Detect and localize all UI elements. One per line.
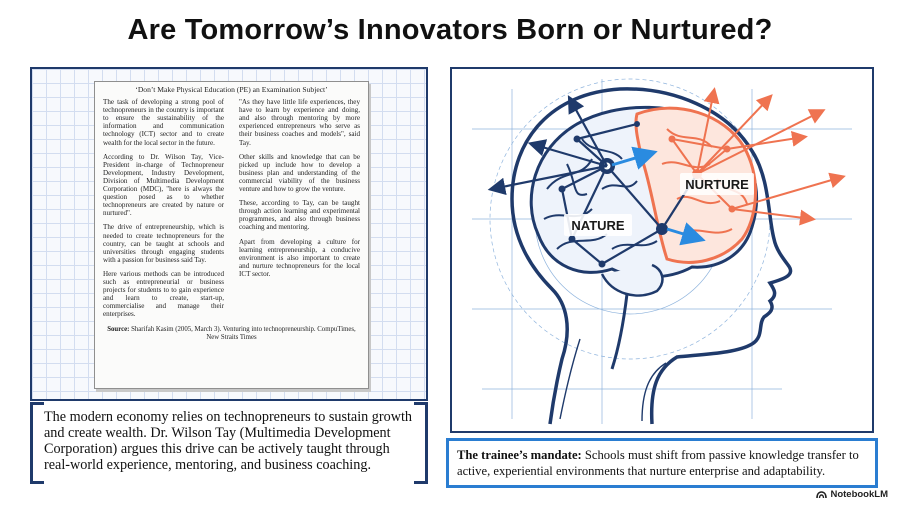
article-heading: ‘Don’t Make Physical Education (PE) an Examination Subject’ — [135, 85, 328, 94]
brand-watermark — [816, 489, 888, 500]
brand-name: NotebookLM — [830, 489, 888, 500]
newspaper-article — [94, 81, 369, 389]
label-nature-box — [564, 214, 632, 236]
article-paragraph: Apart from developing a culture for learning entrepreneurship, a conducive environment is also important to create and nurture technopreneurs for the local ICT sector. — [239, 237, 360, 278]
article-column-left — [103, 98, 224, 324]
brain-head-illustration — [452, 69, 872, 431]
slide-title: Are Tomorrow’s Innovators Born or Nurtured? — [127, 14, 773, 46]
left-caption-text: The modern economy relies on technopreneurs to sustain growth and create wealth. Dr. Wilson Tay (Multimedia Development Corporation) argues this drive can be actively taught through real-world experience, mentoring, and business coaching. — [44, 409, 412, 473]
mandate-label: The trainee’s mandate: — [457, 448, 582, 462]
article-paragraph: The drive of entrepreneurship, which is needed to create technopreneurs for the country, can be taught at schools and universities through engaging students with a passion for business said Tay. — [103, 223, 224, 264]
source-label: Source: — [107, 326, 130, 334]
article-column-right — [239, 98, 360, 324]
label-nurture: NURTURE — [685, 177, 749, 192]
article-panel — [30, 67, 428, 401]
article-source — [103, 326, 360, 342]
article-paragraph: According to Dr. Wilson Tay, Vice-President in-charge of Technopreneur Development, Industry Development, Division of Multimedia Development Corporation (MDC), "here is always the question posed as to whether technopreneurs are created by nature or nurtured". — [103, 152, 224, 218]
notebooklm-logo-icon — [816, 491, 827, 499]
mandate-text: Schools must shift from passive knowledge transfer to active, experiential environments that nurture enterprise and adaptability. — [457, 448, 859, 478]
label-nature: NATURE — [571, 218, 625, 233]
right-caption-box — [446, 438, 878, 488]
article-paragraph: "As they have little life experiences, they have to learn by experience and doing, and also through mentoring by more experienced entrepreneurs who serve as their business coaches and models", said Tay. — [239, 98, 360, 147]
left-caption-box — [30, 402, 428, 486]
bracket-left — [30, 402, 44, 484]
article-paragraph: These, according to Tay, can be taught through action learning and experimental programmes, and also through business coaching and mentoring. — [239, 199, 360, 232]
article-paragraph: Here various methods can be introduced such as entrepreneurial or business projects for students to to gain experience and learn to create, start-up, commercialise and manage their enterprises. — [103, 269, 224, 319]
source-text: Sharifah Kasim (2005, March 3). Venturing into technopreneurship. CompuTimes, New Straits Times — [131, 326, 356, 342]
bracket-right — [414, 402, 428, 484]
label-nurture-box — [680, 173, 754, 195]
article-paragraph: Other skills and knowledge that can be picked up include how to develop a business plan and understanding of the commercial viability of the business venture and how to grow the venture. — [239, 152, 360, 194]
brain-illustration-panel — [450, 67, 874, 433]
article-paragraph: The task of developing a strong pool of technopreneurs in the country is important to ensure the sustainability of the information and communication technology (ICT) sector and to create wealth for the local sector in the future. — [103, 98, 224, 147]
